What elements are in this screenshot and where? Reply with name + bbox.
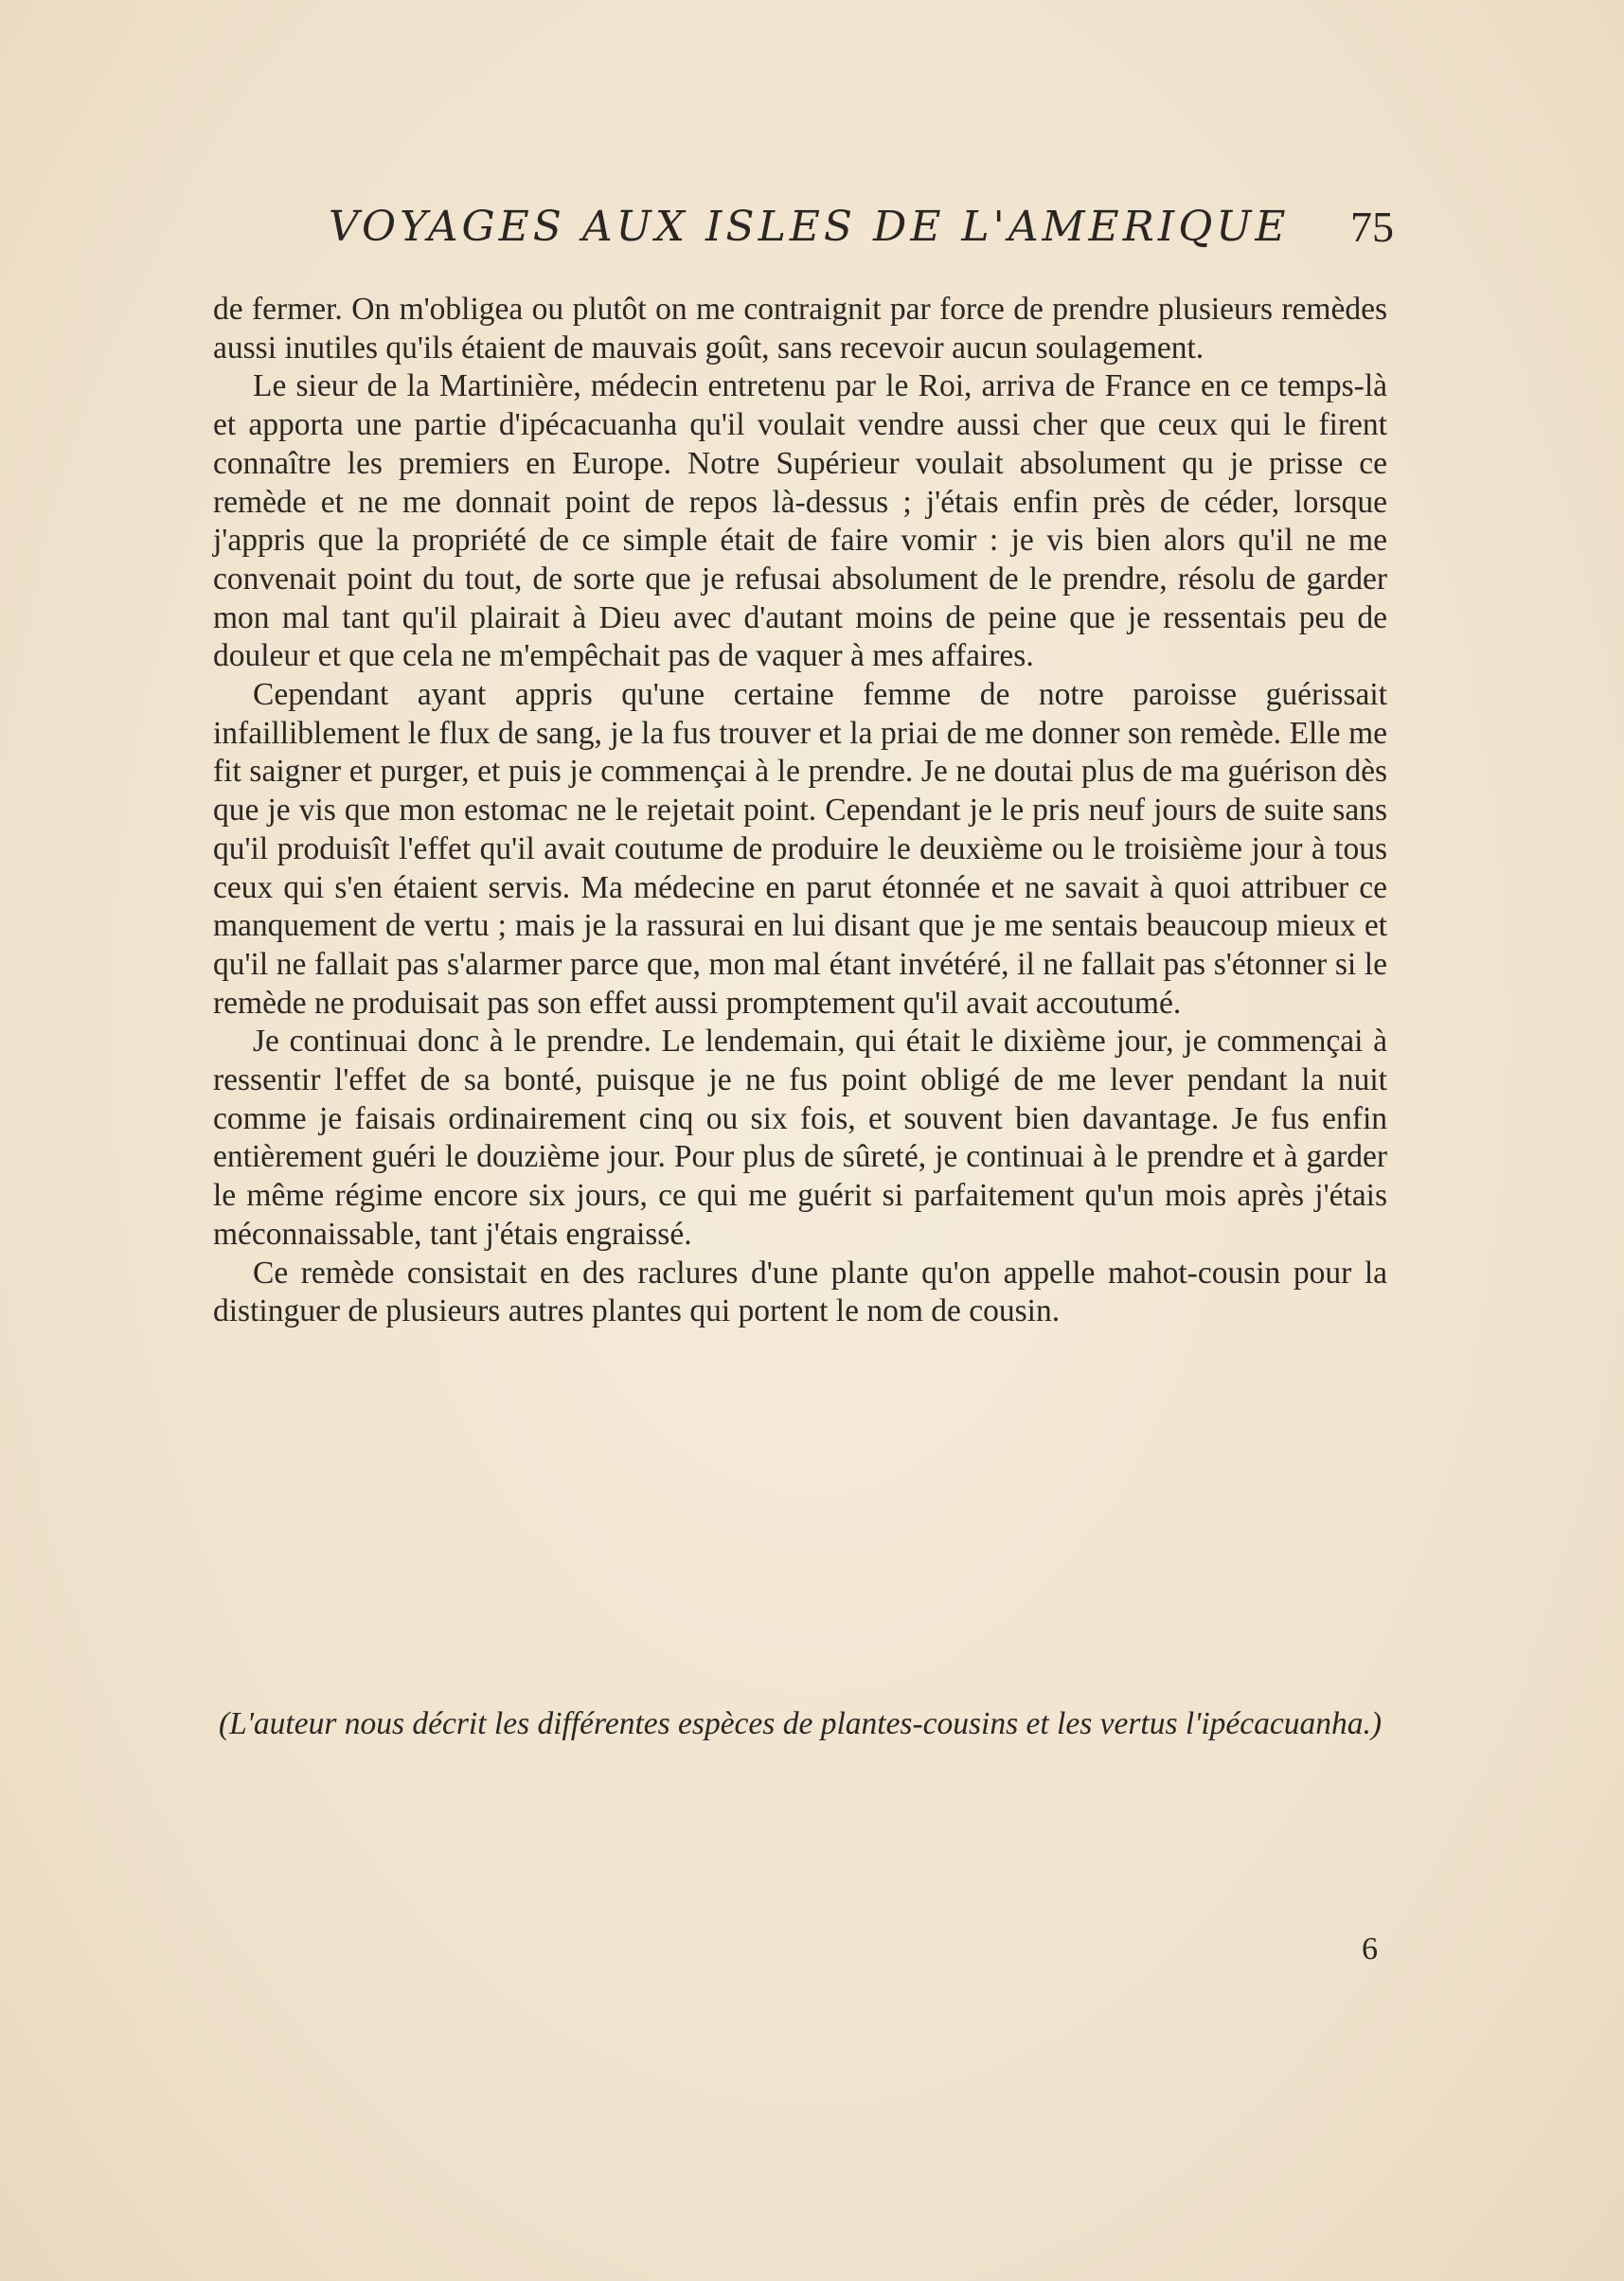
- running-title: VOYAGES AUX ISLES DE L'AMERIQUE: [329, 203, 1290, 251]
- body-text: [213, 291, 1387, 1331]
- paragraph-remede: Ce remède consistait en des raclures d'une plante qu'on appelle mahot-cousin pour la distinguer de plusieurs autres plantes qui portent le nom de cousin.: [213, 1255, 1387, 1329]
- signature-mark: 6: [1362, 1932, 1378, 1967]
- paragraph-martiniere: Le sieur de la Martinière, médecin entretenu par le Roi, arriva de France en ce temps-là et apporta une partie d'ipécacuanha qu'il voulait vendre aussi cher que ceux qui le firent connaître les premiers en Europe. Notre Supérieur voulait absolument qu je prisse ce remède et ne me donnait point de repos là-dessus ; j'étais enfin près de céder, lorsque j'appris que la propriété de ce simple était de faire vomir : je vis bien alors qu'il ne me convenait point du tout, de sorte que je refusai absolument de le prendre, résolu de garder mon mal tant qu'il plairait à Dieu avec d'autant moins de peine que je ressentais peu de douleur et que cela ne m'empêchait pas de vaquer à mes affaires.: [213, 368, 1387, 674]
- paragraph-cependant: Cependant ayant appris qu'une certaine femme de notre paroisse guérissait infailliblement le flux de sang, je la fus trouver et la priai de me donner son remède. Elle me fit saigner et purger, et puis je commençai à le prendre. Je ne doutai plus de ma guérison dès que je vis que mon estomac ne le rejetait point. Cependant je le pris neuf jours de suite sans qu'il produisît l'effet qu'il avait coutume de produire le deuxième ou le troisième jour à tous ceux qui s'en étaient servis. Ma médecine en parut étonnée et ne savait à quoi attribuer ce manquement de vertu ; mais je la rassurai en lui disant que je me sentais beaucoup mieux et qu'il ne fallait pas s'alarmer parce que, mon mal étant invétéré, il ne fallait pas s'étonner si le remède ne produisait pas son effet aussi promptement qu'il avait accoutumé.: [213, 677, 1387, 1021]
- paragraph-continuai: Je continuai donc à le prendre. Le lendemain, qui était le dixième jour, je commençai à ressentir l'effet de sa bonté, puisque je ne fus point obligé de me lever pendant la nuit comme je faisais ordinairement cinq ou six fois, et souvent bien davantage. Je fus enfin entièrement guéri le douzième jour. Pour plus de sûreté, je continuai à le prendre et à garder le même régime encore six jours, ce qui me guérit si parfaitement qu'un mois après j'étais méconnaissable, tant j'étais engraissé.: [213, 1024, 1387, 1252]
- editor-note: (L'auteur nous décrit les différentes espèces de plantes-cousins et les vertus l'ipécacuanha.): [218, 1706, 1383, 1741]
- page-header: [210, 194, 1394, 260]
- page-number: 75: [1350, 203, 1394, 251]
- paragraph-continued: de fermer. On m'obligea ou plutôt on me contraignit par force de prendre plusieurs remèdes aussi inutiles qu'ils étaient de mauvais goût, sans recevoir aucun soulagement.: [213, 292, 1387, 365]
